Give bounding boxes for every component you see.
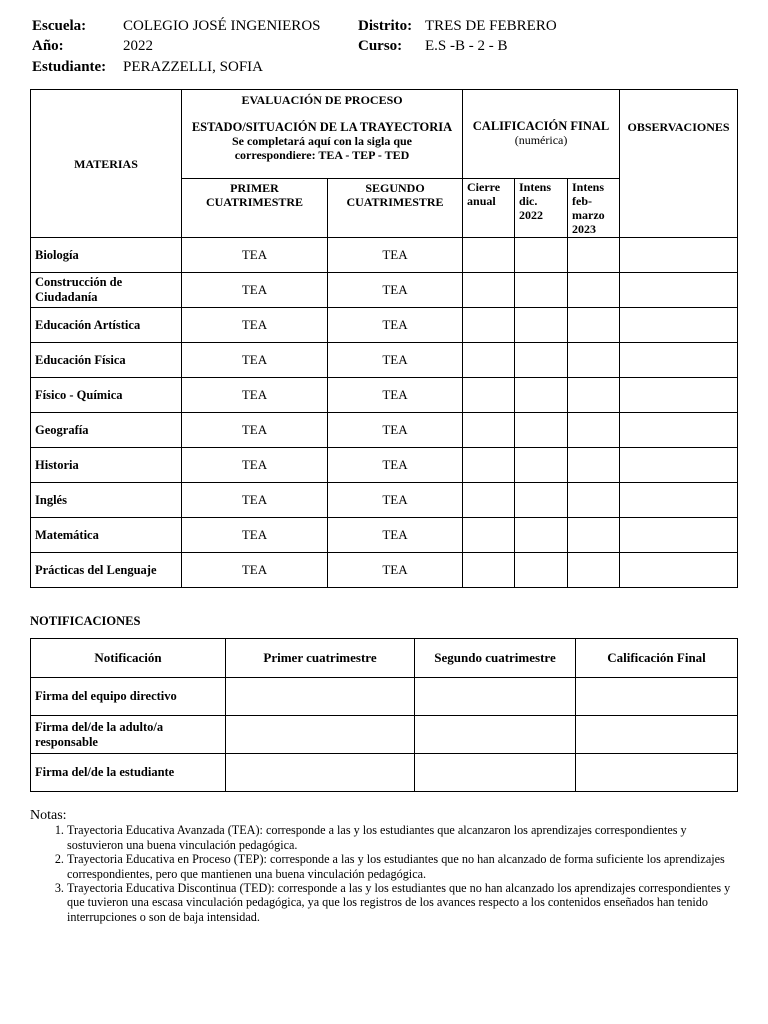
observaciones-cell [620, 343, 738, 378]
segundo-cuatrimestre-cell: TEA [328, 273, 463, 308]
intens-dic-cell [515, 378, 568, 413]
intens-feb-cell [568, 238, 620, 273]
intens-dic-cell [515, 448, 568, 483]
subject-cell: Educación Física [31, 343, 182, 378]
observaciones-cell [620, 308, 738, 343]
signature-label-cell: Firma del/de la estudiante [31, 754, 226, 792]
intens-feb-cell [568, 448, 620, 483]
evaluacion-header [182, 90, 463, 179]
intens-feb-cell [568, 553, 620, 588]
intens-feb-cell [568, 518, 620, 553]
signature-label-cell: Firma del/de la adulto/a responsable [31, 716, 226, 754]
note-item: 2. Trayectoria Educativa en Proceso (TEP): corresponde a las y los estudiantes que no han alcanzado de forma suficiente los aprendizajes correspondientes, pero que mantienen una buena vinculación pedagógica. [67, 852, 738, 881]
intens-feb-cell [568, 308, 620, 343]
intens-dic-cell [515, 483, 568, 518]
materias-header: MATERIAS [31, 90, 182, 238]
calificacion-header [463, 90, 620, 179]
signature-cell [576, 754, 738, 792]
subject-cell: Matemática [31, 518, 182, 553]
observaciones-cell [620, 518, 738, 553]
segundo-cuatrimestre-cell: TEA [328, 413, 463, 448]
signature-cell [415, 754, 576, 792]
intens-feb-cell [568, 378, 620, 413]
segundo-cuatrimestre-cell: TEA [328, 553, 463, 588]
subject-cell: Historia [31, 448, 182, 483]
subject-cell: Educación Artística [31, 308, 182, 343]
intens-feb-cell [568, 343, 620, 378]
grades-table [30, 89, 738, 588]
signature-cell [226, 678, 415, 716]
note-item: 1. Trayectoria Educativa Avanzada (TEA): corresponde a las y los estudiantes que alcanzaron los aprendizajes correspondientes y sostuvieron una buena vinculación pedagógica. [67, 823, 738, 852]
table-row [31, 678, 738, 716]
segundo-cuatrimestre-cell: TEA [328, 308, 463, 343]
calificacion-title: CALIFICACIÓN FINAL [472, 119, 610, 133]
intens-dic-cell [515, 238, 568, 273]
primer-cuatrimestre-cell: TEA [182, 378, 328, 413]
table-row [31, 413, 738, 448]
subject-cell: Prácticas del Lenguaje [31, 553, 182, 588]
segundo-cuatrimestre-cell: TEA [328, 518, 463, 553]
primer-cuatrimestre-cell: TEA [182, 483, 328, 518]
signature-cell [415, 678, 576, 716]
segundo-cuatrimestre-header [328, 179, 463, 238]
cierre-anual-cell [463, 308, 515, 343]
notificacion-header: Notificación [31, 639, 226, 678]
escuela-value: COLEGIO JOSÉ INGENIEROS [123, 18, 321, 34]
intens-feb-cell [568, 483, 620, 518]
segundo-cuatrimestre-cell: TEA [328, 343, 463, 378]
cierre-anual-cell [463, 378, 515, 413]
intens-feb-header: Intens feb-marzo 2023 [568, 179, 620, 238]
distrito-label: Distrito: [358, 18, 413, 34]
observaciones-header: OBSERVACIONES [620, 90, 738, 238]
observaciones-cell [620, 483, 738, 518]
escuela-label: Escuela: [32, 18, 87, 34]
subject-cell: Geografía [31, 413, 182, 448]
estudiante-value: PERAZZELLI, SOFIA [123, 59, 263, 75]
subject-cell: Inglés [31, 483, 182, 518]
primer-cuatrimestre-cell: TEA [182, 308, 328, 343]
cierre-anual-cell [463, 553, 515, 588]
primer-cuatrimestre-cell: TEA [182, 518, 328, 553]
notificaciones-title: NOTIFICACIONES [30, 614, 141, 628]
observaciones-cell [620, 238, 738, 273]
cierre-anual-cell [463, 483, 515, 518]
intens-dic-cell [515, 518, 568, 553]
estudiante-label: Estudiante: [32, 59, 107, 75]
intens-dic-cell [515, 413, 568, 448]
primer-cuatrimestre-cell: TEA [182, 448, 328, 483]
calificacion-final-notif-header: Calificación Final [576, 639, 738, 678]
table-row [31, 518, 738, 553]
notifications-body [31, 678, 738, 792]
observaciones-cell [620, 448, 738, 483]
evaluacion-subtitle: ESTADO/SITUACIÓN DE LA TRAYECTORIA [191, 120, 453, 134]
table-row [31, 308, 738, 343]
curso-label: Curso: [358, 38, 403, 54]
primer-cuatrimestre-cell: TEA [182, 413, 328, 448]
intens-feb-cell [568, 273, 620, 308]
evaluacion-note: Se completará aquí con la sigla que correspondiere: TEA - TEP - TED [231, 134, 412, 162]
segundo-cuatrimestre-label: SEGUNDO CUATRIMESTRE [346, 181, 444, 209]
notes-title: Notas: [30, 808, 67, 823]
segundo-cuatrimestre-cell: TEA [328, 448, 463, 483]
notifications-table [30, 638, 738, 792]
observaciones-cell [620, 273, 738, 308]
primer-cuatrimestre-notif-header: Primer cuatrimestre [226, 639, 415, 678]
intens-dic-cell [515, 343, 568, 378]
notifications-header-row [31, 639, 738, 678]
signature-cell [576, 716, 738, 754]
table-row [31, 483, 738, 518]
segundo-cuatrimestre-notif-header: Segundo cuatrimestre [415, 639, 576, 678]
intens-dic-cell [515, 553, 568, 588]
subject-cell: Biología [31, 238, 182, 273]
segundo-cuatrimestre-cell: TEA [328, 483, 463, 518]
table-row [31, 343, 738, 378]
cierre-anual-cell [463, 413, 515, 448]
primer-cuatrimestre-cell: TEA [182, 273, 328, 308]
table-row [31, 716, 738, 754]
signature-cell [226, 754, 415, 792]
primer-cuatrimestre-cell: TEA [182, 343, 328, 378]
signature-cell [226, 716, 415, 754]
observaciones-cell [620, 413, 738, 448]
signature-label-cell: Firma del equipo directivo [31, 678, 226, 716]
primer-cuatrimestre-label: PRIMER CUATRIMESTRE [205, 181, 304, 209]
anio-label: Año: [32, 38, 64, 54]
primer-cuatrimestre-cell: TEA [182, 238, 328, 273]
grades-header-row [31, 90, 738, 179]
distrito-value: TRES DE FEBRERO [425, 18, 557, 34]
table-row [31, 273, 738, 308]
cierre-anual-cell [463, 238, 515, 273]
cierre-anual-cell [463, 343, 515, 378]
subject-cell: Físico - Química [31, 378, 182, 413]
grades-body [31, 238, 738, 588]
calificacion-sub: (numérica) [514, 133, 568, 147]
note-item: 3. Trayectoria Educativa Discontinua (TED): corresponde a las y los estudiantes que no han alcanzado los aprendizajes correspondientes y que tuvieron una escasa vinculación pedagógica, ya que los registros de los avances respecto a los contenidos enseñados han tenido interrupciones o son de baja intensidad. [67, 881, 738, 924]
table-row [31, 238, 738, 273]
notes-section [30, 809, 738, 924]
table-row [31, 378, 738, 413]
cierre-anual-cell [463, 273, 515, 308]
cierre-anual-cell [463, 448, 515, 483]
table-row [31, 754, 738, 792]
subject-cell: Construcción de Ciudadanía [31, 273, 182, 308]
intens-feb-cell [568, 413, 620, 448]
anio-value: 2022 [123, 38, 153, 54]
intens-dic-cell [515, 308, 568, 343]
evaluacion-title: EVALUACIÓN DE PROCESO [241, 93, 403, 107]
segundo-cuatrimestre-cell: TEA [328, 238, 463, 273]
table-row [31, 553, 738, 588]
signature-cell [576, 678, 738, 716]
table-row [31, 448, 738, 483]
signature-cell [415, 716, 576, 754]
primer-cuatrimestre-header [182, 179, 328, 238]
intens-dic-cell [515, 273, 568, 308]
primer-cuatrimestre-cell: TEA [182, 553, 328, 588]
observaciones-cell [620, 553, 738, 588]
cierre-anual-cell [463, 518, 515, 553]
cierre-anual-header: Cierre anual [463, 179, 515, 238]
intens-dic-header: Intens dic. 2022 [515, 179, 568, 238]
observaciones-cell [620, 378, 738, 413]
notes-list [30, 823, 738, 924]
segundo-cuatrimestre-cell: TEA [328, 378, 463, 413]
curso-value: E.S -B - 2 - B [425, 38, 508, 54]
